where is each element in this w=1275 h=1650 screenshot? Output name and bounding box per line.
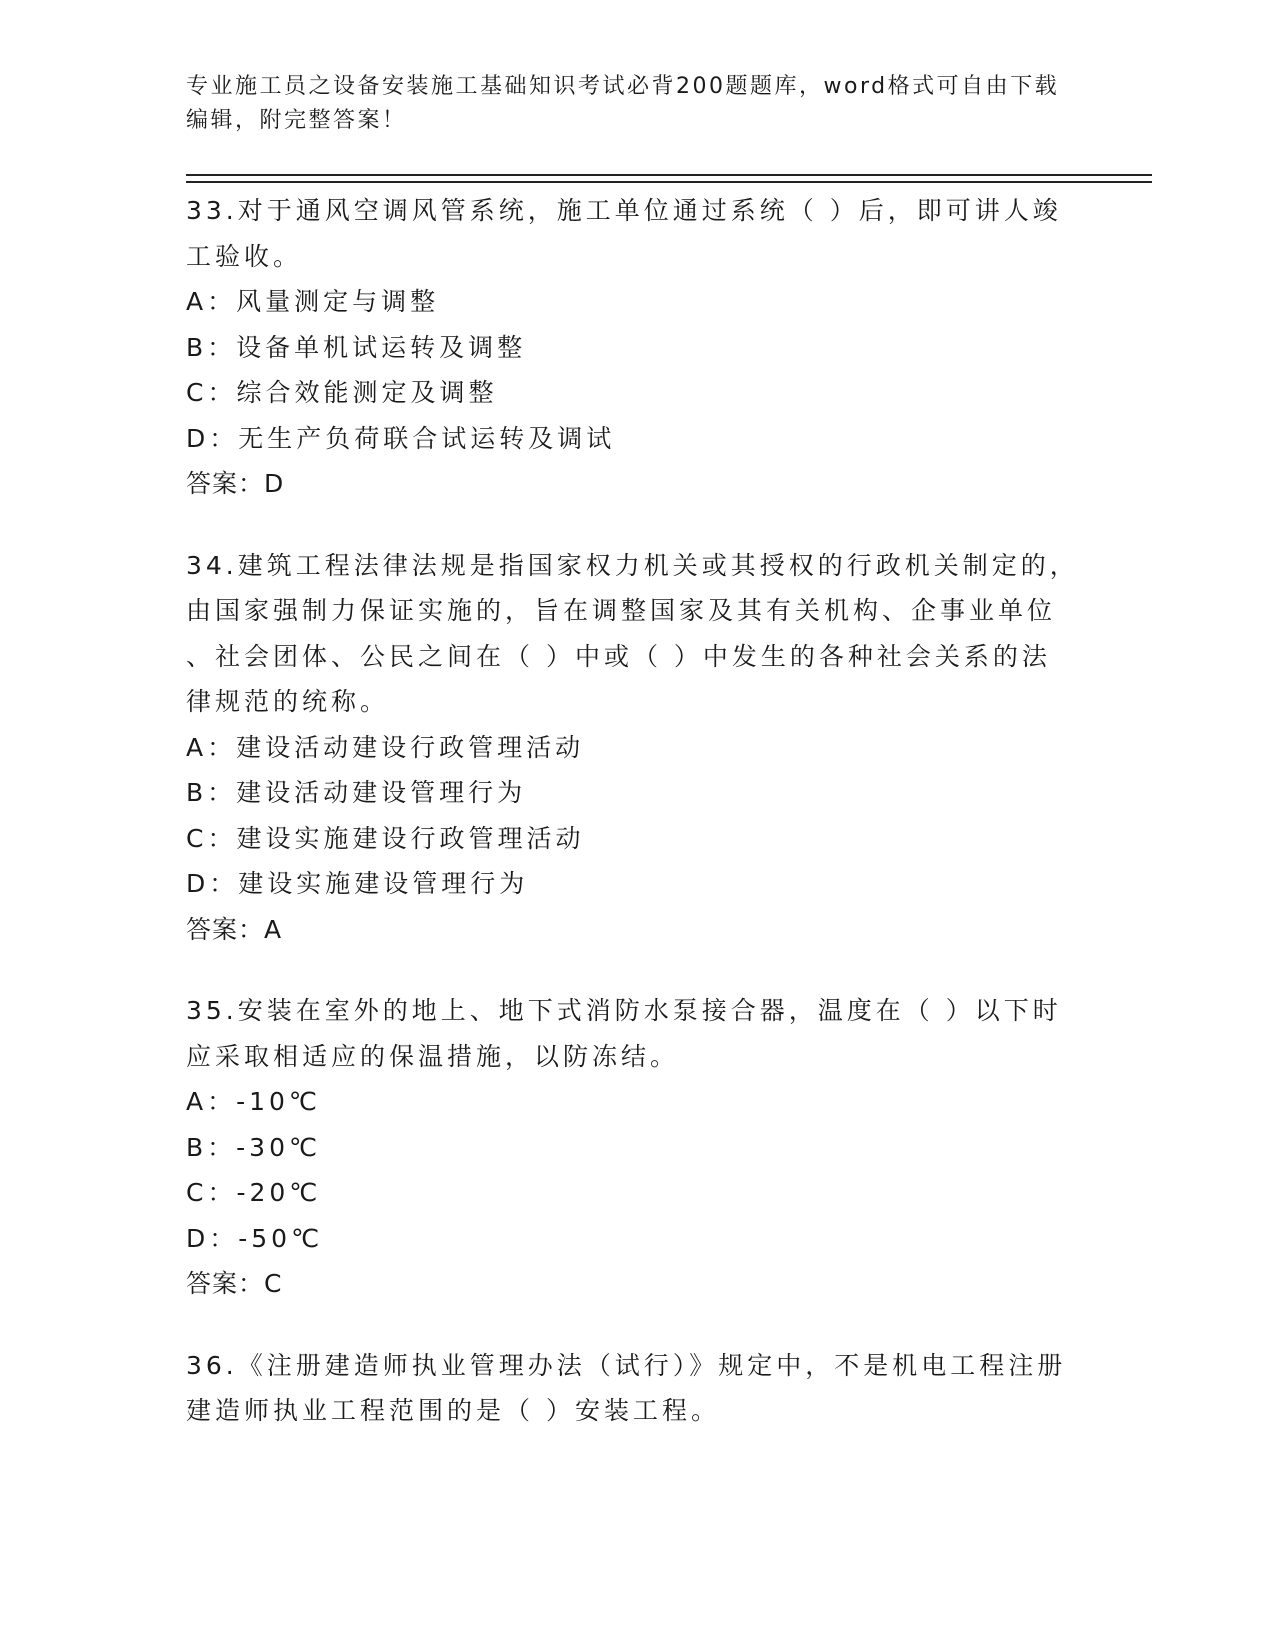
option-b: B：设备单机试运转及调整 [186, 332, 527, 362]
option-c: C：-20℃ [186, 1178, 322, 1207]
option-c: C：建设实施建设行政管理活动 [186, 823, 585, 853]
question-stem-line: 36.《注册建造师执业管理办法（试行）》规定中，不是机电工程注册 [186, 1350, 1067, 1380]
header-divider-top [186, 174, 1152, 176]
header-divider-bottom [186, 181, 1152, 183]
question-stem-line: 律规范的统称。 [186, 687, 390, 716]
question-stem-line: 34.建筑工程法律法规是指国家权力机关或其授权的行政机关制定的， [186, 550, 1079, 580]
question-36 [186, 1343, 1086, 1434]
option-a: A：-10℃ [186, 1087, 322, 1116]
question-stem-line: 33.对于通风空调风管系统，施工单位通过系统（ ）后，即可讲人竣 [186, 196, 1062, 225]
answer-line: 答案：D [186, 469, 285, 498]
option-d: D：-50℃ [186, 1223, 324, 1253]
header-line-2: 编辑，附完整答案！ [186, 108, 407, 133]
option-d: D：建设实施建设管理行为 [186, 869, 529, 898]
option-c: C：综合效能测定及调整 [186, 378, 498, 407]
option-d: D：无生产负荷联合试运转及调试 [186, 423, 616, 453]
answer-line: 答案：C [186, 1269, 283, 1298]
question-stem-line: 、社会团体、公民之间在（ ）中或（ ）中发生的各种社会关系的法 [186, 641, 1051, 671]
question-stem-line: 由国家强制力保证实施的，旨在调整国家及其有关机构、企事业单位 [186, 596, 1057, 625]
question-34 [186, 543, 1086, 953]
question-list [186, 188, 1086, 1470]
question-stem-line: 应采取相适应的保温措施，以防冻结。 [186, 1041, 680, 1071]
question-stem-line: 35.安装在室外的地上、地下式消防水泵接合器，温度在（ ）以下时 [186, 996, 1062, 1025]
option-b: B：-30℃ [186, 1132, 322, 1162]
option-a: A：风量测定与调整 [186, 287, 440, 316]
option-a: A：建设活动建设行政管理活动 [186, 732, 585, 762]
question-stem-line: 建造师执业工程范围的是（ ）安装工程。 [186, 1396, 720, 1425]
answer-line: 答案：A [186, 914, 283, 944]
header-line-1: 专业施工员之设备安装施工基础知识考试必背200题题库，word格式可自由下载 [186, 74, 1060, 99]
document-header [186, 70, 1086, 138]
question-33 [186, 188, 1086, 507]
question-35 [186, 988, 1086, 1307]
option-b: B：建设活动建设管理行为 [186, 778, 527, 807]
question-stem-line: 工验收。 [186, 241, 303, 271]
